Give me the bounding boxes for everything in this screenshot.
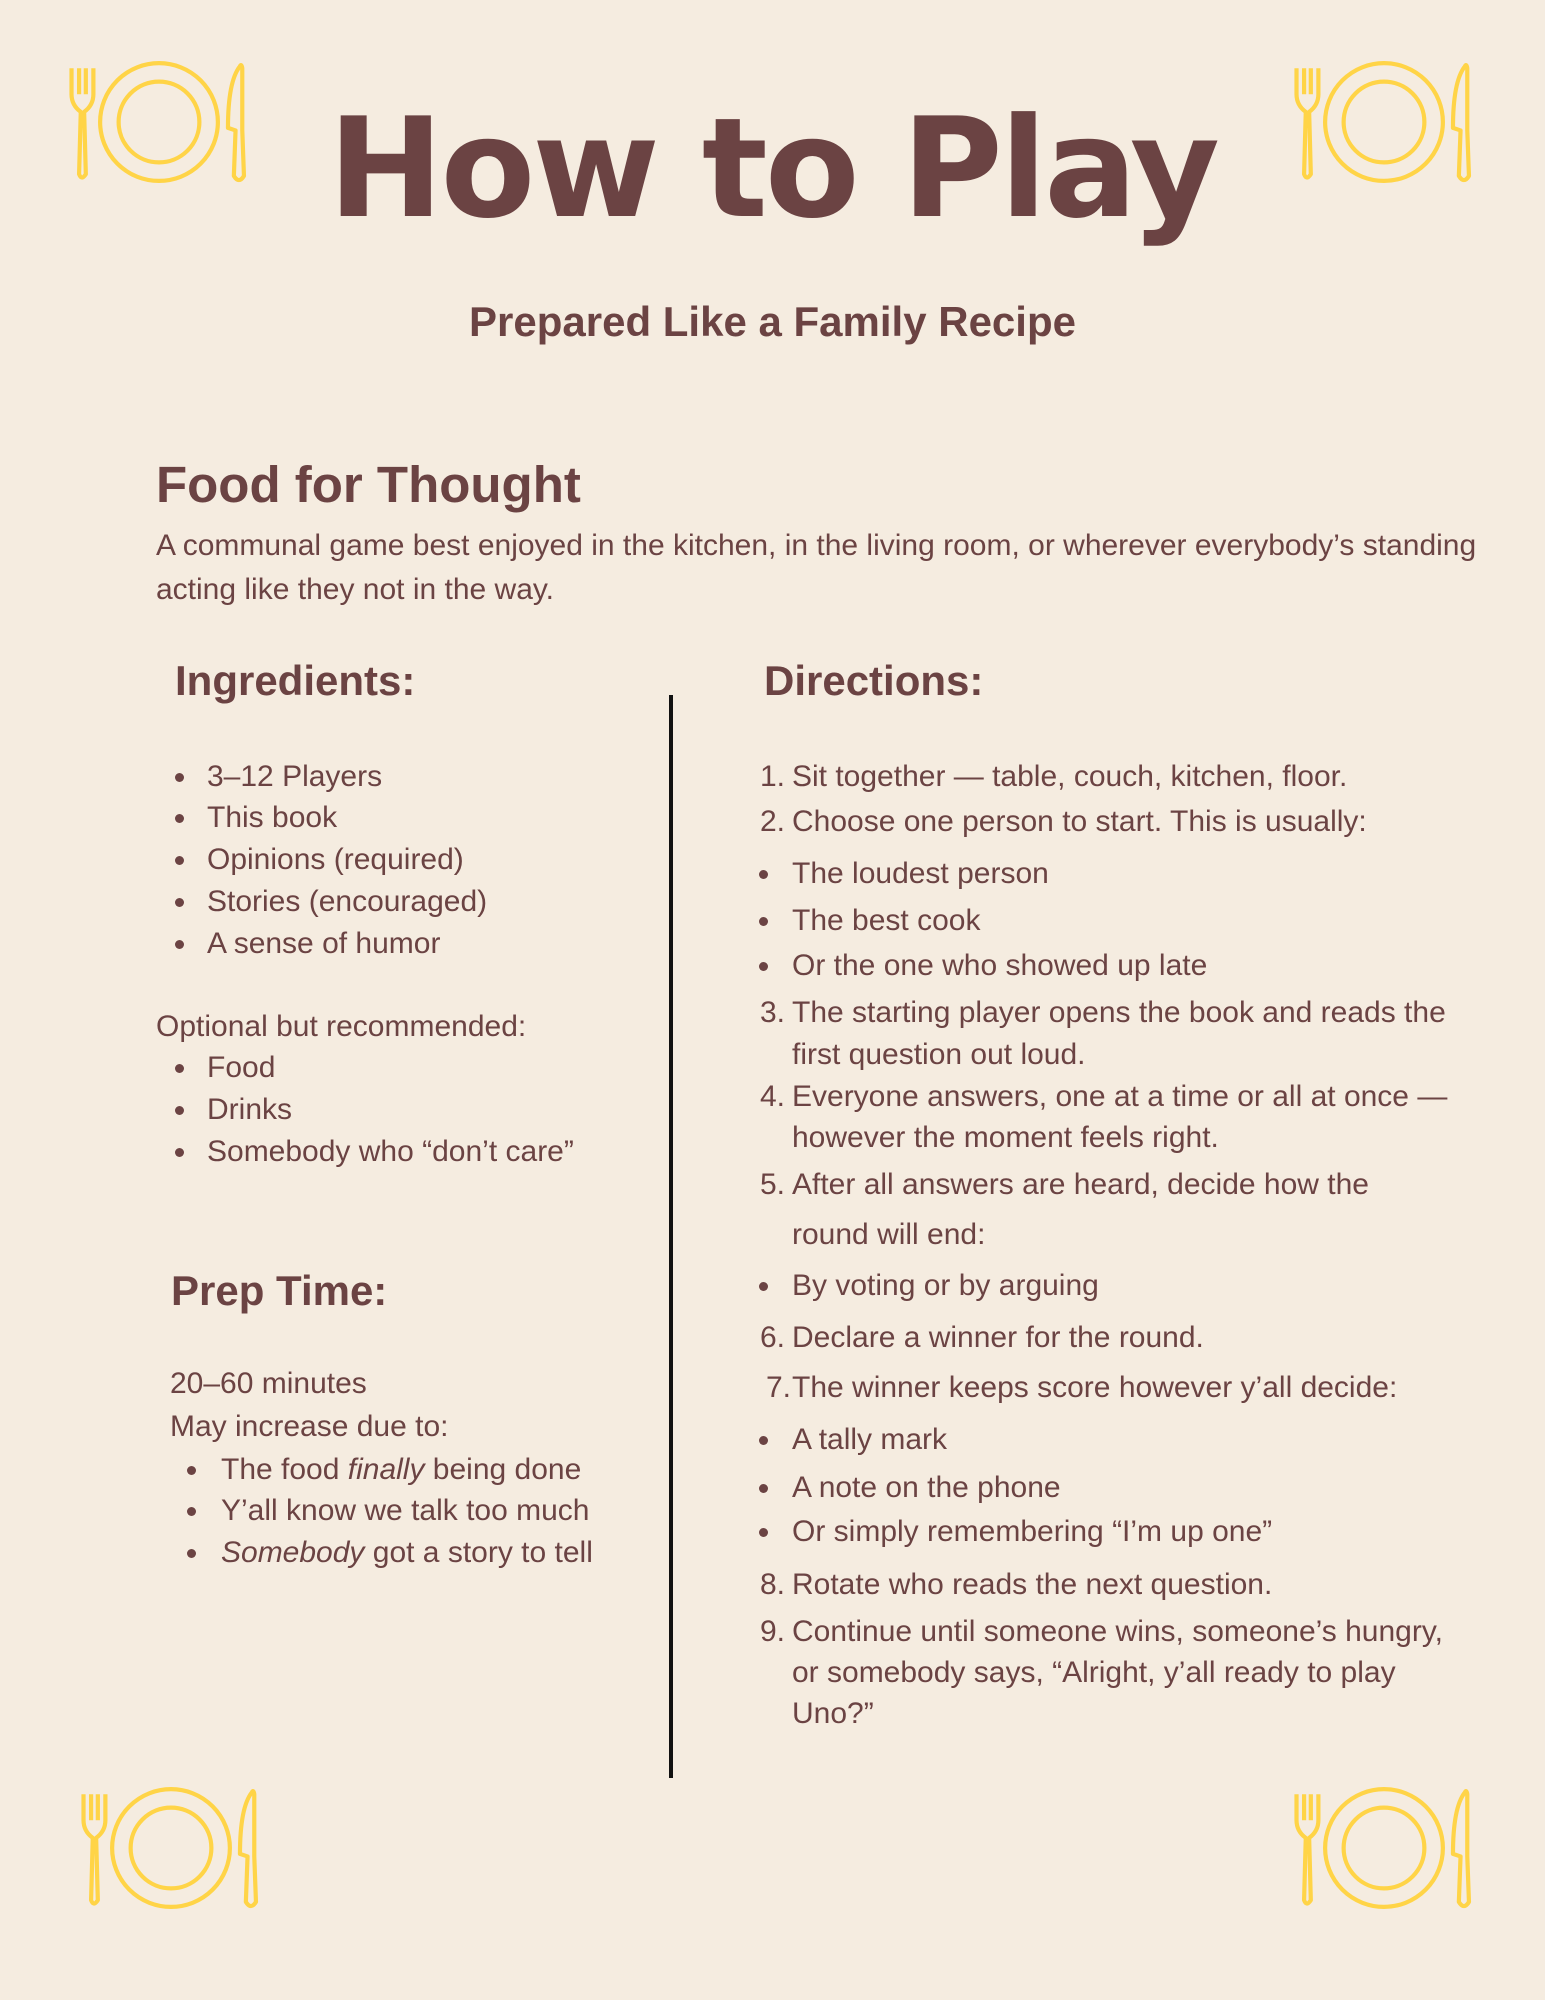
ingredient-item: Opinions (required) <box>207 843 464 876</box>
direction-step-text: After all answers are heard, decide how the <box>792 1168 1369 1201</box>
optional-item: Drinks <box>207 1093 293 1126</box>
ingredient-item: 3–12 Players <box>207 760 383 793</box>
intro-text: A communal game best enjoyed in the kitchen, in the living room, or wherever everybody’s standing acting like they not in the way. <box>156 529 1477 606</box>
ingredients-heading: Ingredients: <box>175 657 416 704</box>
direction-subitem: A note on the phone <box>792 1471 1061 1504</box>
prep-increase-label: May increase due to: <box>170 1410 449 1443</box>
direction-subitem: The best cook <box>792 904 981 937</box>
optional-item: Somebody who “don’t care” <box>207 1135 574 1168</box>
direction-step-text: Sit together — table, couch, kitchen, floor. <box>792 760 1348 793</box>
bullet-icon <box>175 940 184 949</box>
prep-heading: Prep Time: <box>171 1267 388 1314</box>
prep-time: 20–60 minutes <box>170 1367 367 1400</box>
prep-delay-item <box>221 1450 581 1490</box>
direction-step-text: first question out loud. <box>792 1038 1086 1071</box>
direction-step-text: Uno?” <box>792 1697 874 1730</box>
bullet-icon <box>175 898 184 907</box>
direction-subitem: The loudest person <box>792 857 1049 890</box>
step-number: 9. <box>760 1615 786 1648</box>
bullet-icon <box>759 1484 768 1493</box>
direction-step-text: round will end: <box>792 1218 986 1251</box>
direction-subitem: By voting or by arguing <box>792 1269 1099 1302</box>
direction-step-text: Continue until someone wins, someone’s hungry, <box>792 1615 1443 1648</box>
place-setting-icon <box>66 1774 276 1917</box>
bullet-icon <box>175 773 184 782</box>
page-title: How to Play <box>328 88 1217 249</box>
bullet-icon <box>187 1507 196 1516</box>
ingredient-item: A sense of humor <box>207 927 441 960</box>
ingredient-item: This book <box>207 801 338 834</box>
direction-subitem: Or simply remembering “I’m up one” <box>792 1515 1273 1548</box>
step-number: 7. <box>766 1371 792 1404</box>
ingredient-item: Stories (encouraged) <box>207 885 488 918</box>
optional-label: Optional but recommended: <box>156 1010 527 1043</box>
directions-heading: Directions: <box>764 657 984 704</box>
bullet-icon <box>759 1436 768 1445</box>
bullet-icon <box>187 1466 196 1475</box>
bullet-icon <box>175 856 184 865</box>
direction-step-text: or somebody says, “Alright, y’all ready to play <box>792 1656 1396 1689</box>
direction-step-text: Choose one person to start. This is usually: <box>792 805 1367 838</box>
step-number: 2. <box>760 805 786 838</box>
direction-step-text: The winner keeps score however y’all decide: <box>792 1371 1398 1404</box>
bullet-icon <box>759 962 768 971</box>
intro-heading: Food for Thought <box>156 456 581 513</box>
prep-delay-text: Y’all know we talk too much <box>221 1494 590 1527</box>
direction-subitem: Or the one who showed up late <box>792 949 1208 982</box>
bullet-icon <box>175 814 184 823</box>
direction-step-text: Everyone answers, one at a time or all at once — <box>792 1080 1448 1113</box>
direction-subitem: A tally mark <box>792 1423 948 1456</box>
prep-delay-text: finally <box>347 1453 425 1486</box>
prep-delay-text: Somebody <box>221 1536 365 1569</box>
column-divider <box>669 695 673 1778</box>
direction-step-text: however the moment feels right. <box>792 1121 1219 1154</box>
step-number: 1. <box>760 760 786 793</box>
step-number: 8. <box>760 1568 786 1601</box>
step-number: 4. <box>760 1080 786 1113</box>
direction-step-text: The starting player opens the book and reads the <box>792 996 1446 1029</box>
prep-delay-item <box>221 1491 590 1531</box>
step-number: 6. <box>760 1321 786 1354</box>
page-subtitle: Prepared Like a Family Recipe <box>469 298 1076 345</box>
direction-step-text: Rotate who reads the next question. <box>792 1568 1273 1601</box>
bullet-icon <box>759 870 768 879</box>
prep-delay-text: got a story to tell <box>364 1536 593 1569</box>
bullet-icon <box>759 1282 768 1291</box>
bullet-icon <box>175 1064 184 1073</box>
prep-delay-text: The food <box>221 1453 348 1486</box>
step-number: 5. <box>760 1168 786 1201</box>
bullet-icon <box>175 1106 184 1115</box>
prep-delay-item <box>221 1533 593 1573</box>
place-setting-icon <box>1279 1774 1489 1917</box>
bullet-icon <box>175 1148 184 1157</box>
bullet-icon <box>759 1528 768 1537</box>
optional-item: Food <box>207 1051 276 1084</box>
bullet-icon <box>759 917 768 926</box>
prep-delay-text: being done <box>424 1453 582 1486</box>
direction-step-text: Declare a winner for the round. <box>792 1321 1204 1354</box>
step-number: 3. <box>760 996 786 1029</box>
bullet-icon <box>187 1549 196 1558</box>
